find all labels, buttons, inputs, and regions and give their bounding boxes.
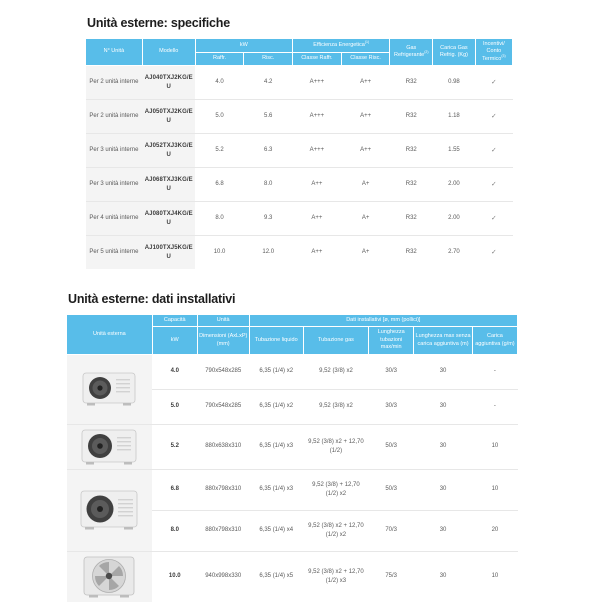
cell-classe-risc: A+ — [341, 202, 390, 236]
cell-kw-risc: 8.0 — [244, 168, 293, 202]
col-header-kw-group: kW — [195, 39, 292, 53]
cell-incentivi-check: ✓ — [475, 134, 512, 168]
cell-carica: 1.55 — [433, 134, 476, 168]
cell-kw-risc: 4.2 — [264, 79, 273, 86]
cell-n-unita: Per 5 unità interne — [86, 236, 143, 270]
cell-dimensioni: 880x798x310 — [197, 469, 249, 510]
cell-lunghezza-max: 30 — [414, 424, 473, 469]
install-row — [67, 551, 518, 602]
cell-dimensioni: 940x998x330 — [197, 551, 249, 602]
cell-classe-raffr: A+++ — [293, 134, 342, 168]
col-header-dati-installativi-group: Dati installativi [ø, mm (pollici)] — [249, 315, 517, 327]
cell-classe-raffr: A++ — [293, 236, 342, 270]
cell-carica-aggiuntiva: - — [472, 389, 517, 424]
spec-row — [86, 66, 513, 100]
outdoor-unit-image — [83, 555, 135, 599]
cell-tubazione-liquido: 6,35 (1/4) x2 — [249, 389, 303, 424]
subcol-header-tubazione-liquido: Tubazione liquido — [249, 327, 303, 354]
cell-gas: R32 — [405, 79, 417, 86]
outdoor-unit-photo-cell — [67, 469, 153, 551]
cell-carica: 2.00 — [433, 168, 476, 202]
outdoor-unit-photo-cell — [67, 551, 153, 602]
spec-row — [86, 236, 513, 270]
cell-tubazione-gas: 9,52 (3/8) x2 + 12,70 (1/2) x3 — [303, 551, 368, 602]
subcol-header-lunghezza-tubazioni: Lunghezza tubazioni max/min — [369, 327, 414, 354]
cell-tubazione-gas: 9,52 (3/8) x2 — [319, 368, 353, 375]
install-row — [67, 424, 518, 469]
cell-tubazione-liquido: 6,35 (1/4) x4 — [249, 510, 303, 551]
cell-classe-risc: A+ — [341, 236, 390, 270]
cell-incentivi-check: ✓ — [475, 168, 512, 202]
col-header-gas: Gas Refrigerante$^{(2)}$ — [390, 39, 433, 66]
subcol-header-dimensioni: Dimensioni (AxLxP) (mm) — [197, 327, 249, 354]
cell-dimensioni: 880x638x310 — [197, 424, 249, 469]
cell-carica: 2.00 — [433, 202, 476, 236]
cell-dimensioni: 790x548x285 — [197, 389, 249, 424]
cell-n-unita: Per 2 unità interne — [86, 66, 143, 100]
col-header-unita: Unità — [197, 315, 249, 327]
cell-capacita: 4.0 — [170, 368, 179, 375]
cell-n-unita: Per 3 unità interne — [86, 168, 143, 202]
cell-kw-risc: 5.6 — [244, 100, 293, 134]
cell-classe-risc: A+ — [341, 168, 390, 202]
cell-modello: AJ050TXJ2KG/EU — [142, 100, 195, 134]
cell-lunghezza: 70/3 — [369, 510, 414, 551]
cell-kw-raffr: 5.2 — [195, 134, 244, 168]
cell-capacita: 5.0 — [152, 389, 197, 424]
col-header-modello: Modello — [142, 39, 195, 66]
cell-kw-raffr: 5.0 — [195, 100, 244, 134]
cell-incentivi-check: ✓ — [475, 236, 512, 270]
cell-tubazione-gas: 9,52 (3/8) x2 — [303, 389, 368, 424]
cell-carica-aggiuntiva: 10 — [472, 469, 517, 510]
cell-kw-raffr: 6.8 — [195, 168, 244, 202]
cell-lunghezza-max: 30 — [414, 551, 473, 602]
cell-classe-raffr: A++ — [293, 168, 342, 202]
spec-section — [85, 16, 513, 269]
col-header-carica-gas: Carica Gas Refrig. (Kg) — [433, 39, 476, 66]
cell-gas: R32 — [390, 202, 433, 236]
cell-gas: R32 — [390, 236, 433, 270]
cell-tubazione-gas: 9,52 (3/8) + 12,70 (1/2) x2 — [303, 469, 368, 510]
spec-row — [86, 100, 513, 134]
cell-capacita: 8.0 — [152, 510, 197, 551]
cell-gas: R32 — [390, 134, 433, 168]
cell-tubazione-liquido: 6,35 (1/4) x2 — [259, 368, 294, 375]
subcol-header-kw: kW — [152, 327, 197, 354]
cell-classe-raffr: A+++ — [309, 79, 325, 86]
col-header-unita-esterna: Unità esterna — [67, 315, 153, 355]
gas-footnote-marker: (2) — [424, 50, 429, 55]
cell-incentivi-check: ✓ — [475, 202, 512, 236]
subcol-header-risc: Risc. — [244, 52, 293, 66]
cell-kw-risc: 9.3 — [244, 202, 293, 236]
cell-lunghezza: 75/3 — [369, 551, 414, 602]
spec-table-header — [86, 39, 513, 66]
cell-classe-risc: A++ — [341, 134, 390, 168]
cell-carica-aggiuntiva: - — [493, 368, 496, 375]
cell-tubazione-liquido: 6,35 (1/4) x3 — [249, 424, 303, 469]
install-section — [66, 292, 518, 602]
col-header-incentivi: Incentivi/ Conto Termico$^{(3)}$ — [475, 39, 512, 66]
install-table-header — [67, 315, 518, 355]
cell-n-unita: Per 2 unità interne — [86, 100, 143, 134]
cell-lunghezza-max: 30 — [414, 510, 473, 551]
cell-capacita: 5.2 — [152, 424, 197, 469]
subcol-header-tubazione-gas: Tubazione gas — [303, 327, 368, 354]
efficienza-footnote-marker: (1) — [364, 39, 370, 44]
cell-n-unita: Per 4 unità interne — [86, 202, 143, 236]
cell-kw-risc: 6.3 — [244, 134, 293, 168]
outdoor-unit-photo-cell — [67, 424, 153, 469]
cell-dimensioni: 880x798x310 — [197, 510, 249, 551]
cell-classe-risc: A++ — [360, 79, 372, 86]
cell-lunghezza: 30/3 — [385, 368, 398, 375]
cell-kw-raffr: 10.0 — [195, 236, 244, 270]
outdoor-unit-image — [82, 371, 136, 407]
subcol-header-raffr: Raffr. — [195, 52, 244, 66]
cell-modello: AJ052TXJ3KG/EU — [142, 134, 195, 168]
cell-dimensioni: 790x548x285 — [205, 368, 242, 375]
cell-incentivi-check: ✓ — [475, 100, 512, 134]
cell-n-unita: Per 3 unità interne — [86, 134, 143, 168]
outdoor-unit-photo-cell — [67, 354, 153, 424]
incentivi-footnote-marker: (3) — [501, 54, 506, 59]
col-header-efficienza-group: Efficienza Energetica$^{(1)}$ — [293, 39, 390, 53]
cell-kw-risc: 12.0 — [244, 236, 293, 270]
cell-modello: AJ080TXJ4KG/EU — [142, 202, 195, 236]
cell-gas: R32 — [390, 100, 433, 134]
cell-classe-raffr: A+++ — [293, 100, 342, 134]
cell-lunghezza: 50/3 — [369, 424, 414, 469]
cell-carica-aggiuntiva: 20 — [472, 510, 517, 551]
outdoor-unit-image — [81, 428, 137, 466]
install-row — [67, 469, 518, 510]
cell-carica-aggiuntiva: 10 — [472, 551, 517, 602]
cell-modello: AJ068TXJ3KG/EU — [142, 168, 195, 202]
cell-gas: R32 — [390, 168, 433, 202]
cell-lunghezza-max: 30 — [439, 368, 447, 375]
subcol-header-lunghezza-max-senza-carica: Lunghezza max senza carica aggiuntiva (m) — [414, 327, 473, 354]
col-header-n-unita: N° Unità — [86, 39, 143, 66]
col-header-capacita: Capacità — [152, 315, 197, 327]
cell-modello: AJ100TXJ5KG/EU — [142, 236, 195, 270]
cell-lunghezza-max: 30 — [414, 389, 473, 424]
install-table — [66, 314, 518, 602]
cell-modello: AJ040TXJ2KG/EU — [142, 66, 195, 100]
cell-lunghezza-max: 30 — [414, 469, 473, 510]
cell-lunghezza: 50/3 — [369, 469, 414, 510]
cell-carica-aggiuntiva: 10 — [472, 424, 517, 469]
cell-tubazione-gas: 9,52 (3/8) x2 + 12,70 (1/2) x2 — [303, 510, 368, 551]
cell-capacita: 6.8 — [152, 469, 197, 510]
cell-classe-raffr: A++ — [293, 202, 342, 236]
cell-lunghezza: 30/3 — [369, 389, 414, 424]
spec-row — [86, 134, 513, 168]
cell-tubazione-gas: 9,52 (3/8) x2 + 12,70 (1/2) — [303, 424, 368, 469]
subcol-header-classe-risc: Classe Risc. — [341, 52, 390, 66]
cell-classe-risc: A++ — [341, 100, 390, 134]
spec-row — [86, 202, 513, 236]
subcol-header-classe-raffr: Classe Raffr. — [293, 52, 342, 66]
install-title: Unità esterne: dati installativi — [68, 292, 236, 306]
subcol-header-carica-aggiuntiva: Carica aggiuntiva (g/m) — [472, 327, 517, 354]
cell-capacita: 10.0 — [152, 551, 197, 602]
cell-tubazione-liquido: 6,35 (1/4) x3 — [249, 469, 303, 510]
spec-table — [85, 38, 513, 269]
cell-kw-raffr: 4.0 — [215, 79, 224, 86]
spec-row — [86, 168, 513, 202]
outdoor-unit-image — [80, 489, 138, 531]
cell-kw-raffr: 8.0 — [195, 202, 244, 236]
cell-incentivi-check: ✓ — [491, 78, 497, 86]
cell-carica: 1.18 — [433, 100, 476, 134]
spec-title: Unità esterne: specifiche — [87, 16, 230, 30]
cell-carica: 0.98 — [448, 79, 460, 86]
install-row — [67, 354, 518, 389]
cell-tubazione-liquido: 6,35 (1/4) x5 — [249, 551, 303, 602]
cell-carica: 2.70 — [433, 236, 476, 270]
